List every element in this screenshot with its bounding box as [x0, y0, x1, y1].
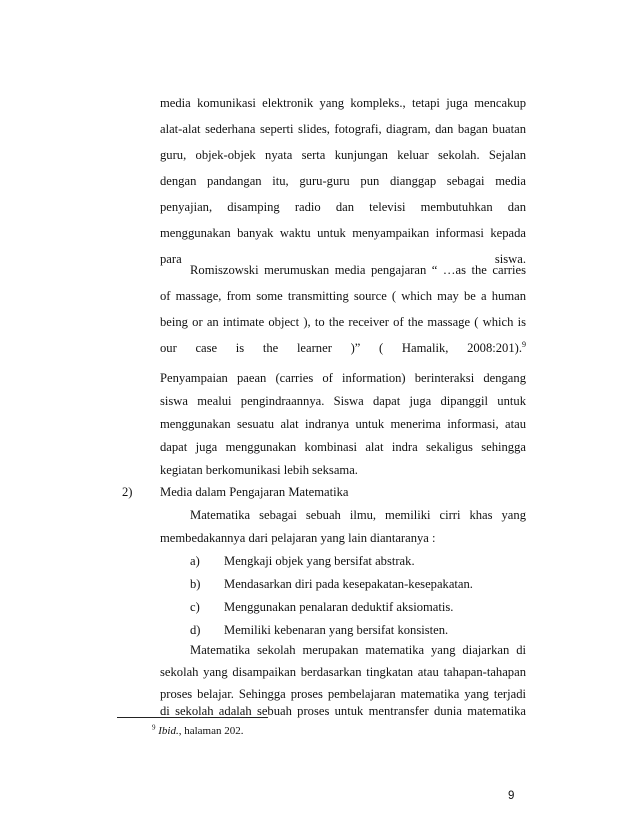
footnote-number: 9: [152, 723, 156, 732]
list-item-text: Mendasarkan diri pada kesepakatan-kesepakatan.: [224, 577, 473, 591]
text-line: dapat juga menggunakan kombinasi alat indra sekaligus sehingga: [160, 440, 526, 454]
text-line: being or an intimate object ), to the receiver of the massage ( which is: [160, 315, 526, 329]
section-number: 2): [122, 485, 133, 499]
text-line-content: our case is the learner )” ( Hamalik, 2008:201).: [160, 341, 522, 355]
footnote-divider: [117, 717, 268, 718]
text-line: Penyampaian paean (carries of information) berinteraksi dengang: [160, 371, 526, 385]
text-line: membedakannya dari pelajaran yang lain diantaranya :: [160, 531, 436, 545]
text-line: Romiszowski merumuskan media pengajaran “ …as the carries: [190, 263, 526, 277]
footnote: [152, 724, 244, 738]
text-line: of massage, from some transmitting source ( which may be a human: [160, 289, 526, 303]
footnote-reference: 9: [522, 339, 526, 349]
text-line: guru, objek-objek nyata serta kunjungan keluar sekolah. Sejalan: [160, 148, 526, 162]
text-line: di sekolah adalah sebuah proses untuk mentransfer dunia matematika: [160, 704, 526, 718]
text-line: menggunakan sesuatu alat indranya untuk menerima informasi, atau: [160, 417, 526, 431]
list-item-text: Mengkaji objek yang bersifat abstrak.: [224, 554, 415, 568]
footnote-text: , halaman 202.: [178, 725, 244, 737]
list-item-label: a): [190, 554, 200, 568]
text-line: menggunakan banyak waktu untuk menyampaikan informasi kepada: [160, 226, 526, 240]
text-line: Matematika sebagai sebuah ilmu, memiliki cirri khas yang: [190, 508, 526, 522]
text-line: [160, 340, 526, 356]
text-line: Matematika sekolah merupakan matematika yang diajarkan di: [190, 643, 526, 657]
text-line: para siswa.: [160, 252, 526, 266]
section-heading: Media dalam Pengajaran Matematika: [160, 485, 349, 499]
text-line: siswa mealui pengindraannya. Siswa dapat juga dipanggil untuk: [160, 394, 526, 408]
list-item-text: Memiliki kebenaran yang bersifat konsisten.: [224, 623, 449, 637]
list-item-text: Menggunakan penalaran deduktif aksiomatis.: [224, 600, 454, 614]
text-line: kegiatan berkomunikasi lebih seksama.: [160, 463, 358, 477]
text-line: penyajian, disamping radio dan televisi membutuhkan dan: [160, 200, 526, 214]
text-line: media komunikasi elektronik yang kompleks., tetapi juga mencakup: [160, 96, 526, 110]
text-line: dengan pandangan itu, guru-guru pun dianggap sebagai media: [160, 174, 526, 188]
page-number: 9: [508, 790, 515, 802]
footnote-source: Ibid.: [158, 725, 179, 737]
list-item-label: d): [190, 623, 201, 637]
list-item-label: b): [190, 577, 201, 591]
text-line: proses belajar. Sehingga proses pembelajaran matematika yang terjadi: [160, 687, 526, 701]
list-item-label: c): [190, 600, 200, 614]
text-line: sekolah yang disampaikan berdasarkan tingkatan atau tahapan-tahapan: [160, 665, 526, 679]
text-line: alat-alat sederhana seperti slides, fotografi, diagram, dan bagan buatan: [160, 122, 526, 136]
